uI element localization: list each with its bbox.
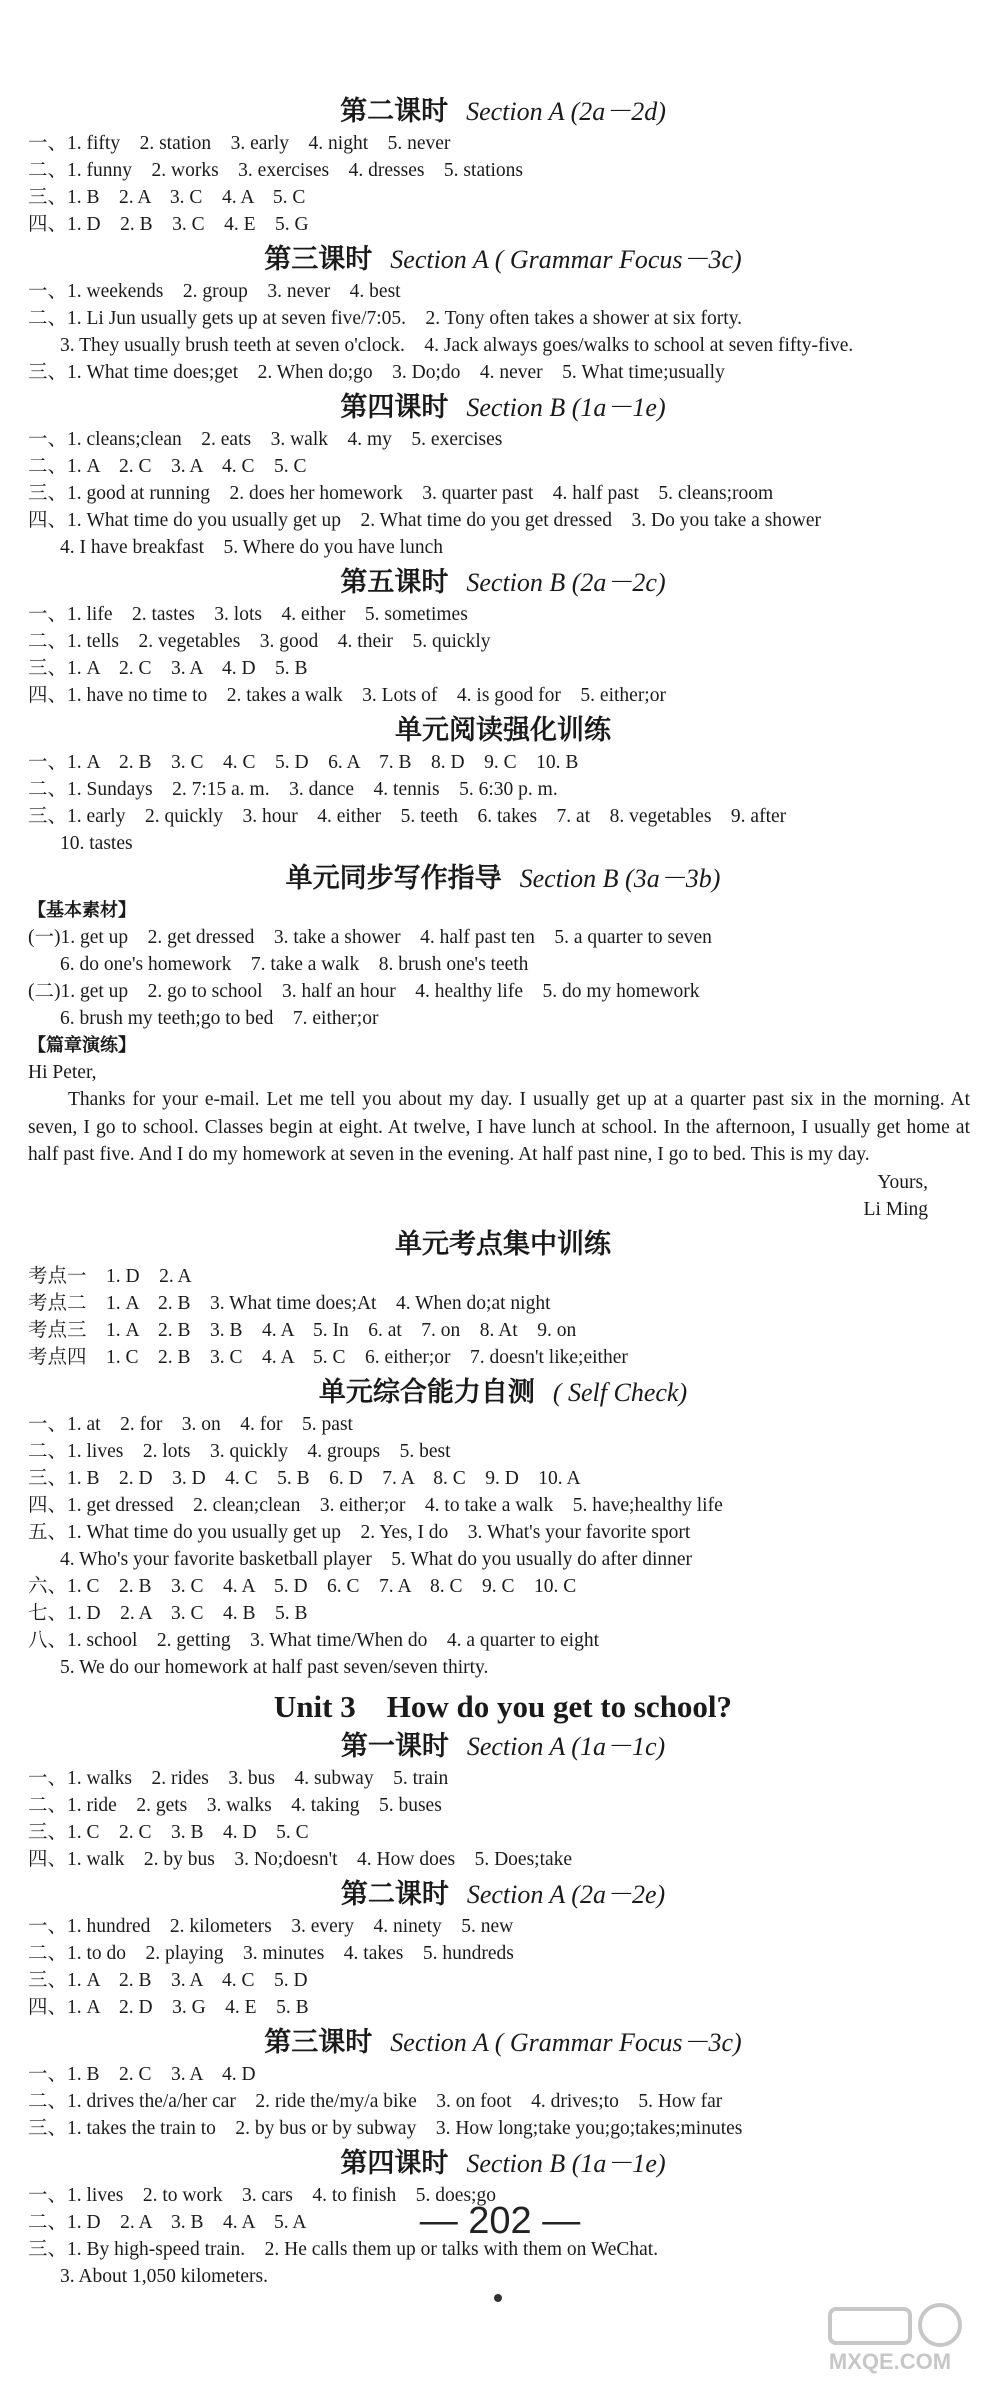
answer-content	[28, 90, 978, 2290]
heading-section-label: Section B (2a－2c)	[466, 568, 666, 597]
section-heading	[28, 2148, 978, 2180]
answer-line: 三、1. early 2. quickly 3. hour 4. either 5. teeth 6. takes 7. at 8. vegetables 9. after	[28, 806, 787, 827]
answer-line-continued: 3. They usually brush teeth at seven o'clock. 4. Jack always goes/walks to school at seven fifty-five.	[60, 335, 854, 356]
answer-line-continued: 5. We do our homework at half past seven/seven thirty.	[60, 1656, 489, 1678]
answer-line: 三、1. C 2. C 3. B 4. D 5. C	[28, 1821, 309, 1843]
answer-line: 四、1. A 2. D 3. G 4. E 5. B	[28, 1996, 309, 2018]
page-number: — 202 —	[419, 2200, 581, 2242]
heading-chinese: 第四课时	[340, 2147, 449, 2179]
heading-section-label: Section A ( Grammar Focus－3c)	[390, 245, 742, 274]
watermark-logo	[790, 2295, 990, 2375]
heading-chinese: 第三课时	[264, 2026, 373, 2058]
section-heading	[28, 863, 978, 895]
answer-line-continued: 6. brush my teeth;go to bed 7. either;or	[60, 1008, 379, 1029]
answer-line: 一、1. A 2. B 3. C 4. C 5. D 6. A 7. B 8. D 9. C 10. B	[28, 752, 579, 773]
section-heading	[28, 244, 978, 276]
letter-signature: Li Ming	[863, 1198, 928, 1220]
section-heading	[28, 1879, 978, 1911]
answer-line: 二、1. Li Jun usually gets up at seven five/7:05. 2. Tony often takes a shower at six forty.	[28, 308, 743, 329]
heading-chinese: 第二课时	[340, 96, 449, 127]
heading-chinese: 第四课时	[340, 392, 449, 423]
heading-chinese: 单元同步写作指导	[285, 863, 502, 894]
letter-greeting: Hi Peter,	[28, 1062, 97, 1083]
answer-line: 二、1. lives 2. lots 3. quickly 4. groups 5. best	[28, 1440, 451, 1462]
heading-chinese: 第一课时	[340, 1730, 449, 1762]
heading-chinese: 单元阅读强化训练	[395, 715, 611, 746]
watermark-text: MXQE.COM	[828, 2349, 952, 2374]
answer-line: 一、1. lives 2. to work 3. cars 4. to finish 5. does;go	[28, 2184, 496, 2206]
answer-line-continued: 3. About 1,050 kilometers.	[60, 2265, 268, 2287]
heading-section-label: Section B (1a－1e)	[466, 2148, 666, 2178]
section-heading	[28, 392, 978, 424]
bullet-dot	[494, 2294, 502, 2302]
answer-line: 三、1. takes the train to 2. by bus or by subway 3. How long;take you;go;takes;minutes	[28, 2117, 743, 2139]
answer-line: 三、1. B 2. A 3. C 4. A 5. C	[28, 187, 306, 208]
answer-line: 三、1. A 2. C 3. A 4. D 5. B	[28, 658, 308, 679]
letter-paragraph: Thanks for your e-mail. Let me tell you about my day. I usually get up at a quarter past six in the morning. At seven, I go to school. Classes begin at eight. At twelve, I have lunch at school. In the afternoon, I usually get home at half past five. And I do my homework at seven in the evening. At half past nine, I go to bed. This is my day.	[28, 1089, 970, 1165]
answer-line: 考点四 1. C 2. B 3. C 4. A 5. C 6. either;or 7. doesn't like;either	[28, 1346, 628, 1368]
answer-line: 五、1. What time do you usually get up 2. Yes, I do 3. What's your favorite sport	[28, 1521, 691, 1543]
heading-section-label: Section A (2a－2d)	[466, 97, 666, 126]
subsection-tag: 【基本素材】	[28, 900, 136, 921]
heading-section-label: Section B (1a－1e)	[466, 393, 666, 422]
answer-line: 一、1. at 2. for 3. on 4. for 5. past	[28, 1413, 353, 1435]
answer-line: 一、1. weekends 2. group 3. never 4. best	[28, 281, 401, 302]
section-heading	[28, 96, 978, 128]
answer-line: 八、1. school 2. getting 3. What time/When do 4. a quarter to eight	[28, 1629, 599, 1651]
answer-line: 四、1. have no time to 2. takes a walk 3. Lots of 4. is good for 5. either;or	[28, 685, 666, 706]
section-heading	[28, 567, 978, 599]
answer-line: 七、1. D 2. A 3. C 4. B 5. B	[28, 1602, 308, 1624]
subsection-tag: 【篇章演练】	[28, 1035, 136, 1056]
answer-line: 一、1. hundred 2. kilometers 3. every 4. ninety 5. new	[28, 1915, 514, 1937]
heading-section-label: Section A (2a－2e)	[466, 1879, 666, 1909]
answer-line: 二、1. Sundays 2. 7:15 a. m. 3. dance 4. tennis 5. 6:30 p. m.	[28, 779, 558, 800]
answer-line: 一、1. life 2. tastes 3. lots 4. either 5. sometimes	[28, 604, 468, 625]
answer-line: 考点二 1. A 2. B 3. What time does;At 4. When do;at night	[28, 1292, 551, 1314]
answer-line: 二、1. tells 2. vegetables 3. good 4. their 5. quickly	[28, 631, 491, 652]
heading-section-label: ( Self Check)	[552, 1377, 688, 1407]
heading-section-label: Section A (1a－1c)	[466, 1731, 666, 1761]
section-heading	[28, 715, 978, 747]
section-heading	[28, 2027, 978, 2059]
section-heading	[28, 1731, 978, 1763]
answer-line: 二、1. to do 2. playing 3. minutes 4. takes 5. hundreds	[28, 1942, 514, 1964]
answer-line: 一、1. B 2. C 3. A 4. D	[28, 2063, 256, 2085]
letter-signature: Yours,	[877, 1171, 928, 1193]
answer-line: 三、1. What time does;get 2. When do;go 3. Do;do 4. never 5. What time;usually	[28, 362, 725, 383]
answer-line: 二、1. A 2. C 3. A 4. C 5. C	[28, 456, 307, 477]
answer-line: (二)1. get up 2. go to school 3. half an hour 4. healthy life 5. do my homework	[28, 981, 700, 1002]
heading-section-label: Section B (3a－3b)	[519, 864, 721, 893]
heading-chinese: 单元综合能力自测	[318, 1376, 535, 1408]
answer-line: 一、1. cleans;clean 2. eats 3. walk 4. my 5. exercises	[28, 429, 503, 450]
heading-chinese: 第二课时	[340, 1878, 449, 1910]
answer-line-continued: 6. do one's homework 7. take a walk 8. brush one's teeth	[60, 954, 529, 975]
answer-line: (一)1. get up 2. get dressed 3. take a shower 4. half past ten 5. a quarter to seven	[28, 927, 712, 948]
answer-line-continued: 4. Who's your favorite basketball player 5. What do you usually do after dinner	[60, 1548, 693, 1570]
answer-line: 一、1. walks 2. rides 3. bus 4. subway 5. train	[28, 1767, 449, 1789]
answer-line: 二、1. D 2. A 3. B 4. A 5. A	[28, 2211, 307, 2233]
answer-line: 二、1. ride 2. gets 3. walks 4. taking 5. buses	[28, 1794, 442, 1816]
answer-line-continued: 4. I have breakfast 5. Where do you have lunch	[60, 537, 444, 558]
section-heading	[28, 1377, 978, 1409]
answer-line-continued: 10. tastes	[60, 833, 133, 854]
heading-chinese: 第三课时	[264, 244, 373, 275]
answer-line: 三、1. By high-speed train. 2. He calls them up or talks with them on WeChat.	[28, 2238, 659, 2260]
section-heading	[28, 1229, 978, 1261]
answer-line: 四、1. D 2. B 3. C 4. E 5. G	[28, 214, 309, 235]
answer-line: 四、1. get dressed 2. clean;clean 3. either;or 4. to take a walk 5. have;healthy life	[28, 1494, 723, 1516]
answer-line: 三、1. B 2. D 3. D 4. C 5. B 6. D 7. A 8. C 9. D 10. A	[28, 1467, 581, 1489]
answer-line: 四、1. What time do you usually get up 2. What time do you get dressed 3. Do you take a shower	[28, 510, 822, 531]
answer-line: 考点一 1. D 2. A	[28, 1265, 192, 1287]
answer-line: 三、1. good at running 2. does her homework 3. quarter past 4. half past 5. cleans;room	[28, 483, 774, 504]
answer-line: 二、1. funny 2. works 3. exercises 4. dresses 5. stations	[28, 160, 524, 181]
unit-title: Unit 3 How do you get to school?	[273, 1688, 733, 1724]
answer-line: 四、1. walk 2. by bus 3. No;doesn't 4. How does 5. Does;take	[28, 1848, 573, 1870]
answer-line: 六、1. C 2. B 3. C 4. A 5. D 6. C 7. A 8. C 9. C 10. C	[28, 1575, 577, 1597]
answer-line: 一、1. fifty 2. station 3. early 4. night 5. never	[28, 133, 451, 154]
answer-line: 考点三 1. A 2. B 3. B 4. A 5. In 6. at 7. on 8. At 9. on	[28, 1319, 577, 1341]
heading-chinese: 第五课时	[340, 567, 449, 598]
heading-chinese: 单元考点集中训练	[395, 1228, 611, 1260]
answer-line: 二、1. drives the/a/her car 2. ride the/my/a bike 3. on foot 4. drives;to 5. How far	[28, 2090, 723, 2112]
heading-section-label: Section A ( Grammar Focus－3c)	[390, 2027, 742, 2057]
answer-line: 三、1. A 2. B 3. A 4. C 5. D	[28, 1969, 308, 1991]
